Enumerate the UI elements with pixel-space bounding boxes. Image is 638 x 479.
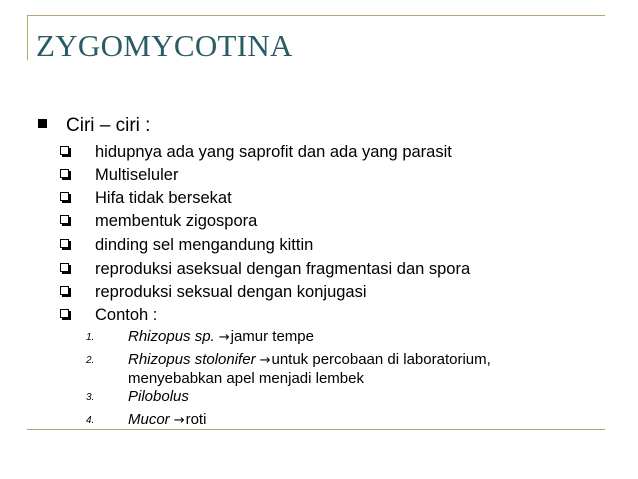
- hollow-square-bullet-icon: [60, 286, 69, 295]
- bullet-heading-text: Ciri – ciri :: [66, 115, 151, 136]
- filled-square-bullet-icon: [38, 119, 47, 128]
- slide-title: ZYGOMYCOTINA: [36, 28, 293, 63]
- right-arrow-icon: →: [173, 413, 185, 428]
- hollow-square-bullet-icon: [60, 263, 69, 272]
- feature-text: Multiseluler: [95, 166, 179, 184]
- example-description: roti: [185, 411, 207, 428]
- example-text: [128, 351, 491, 388]
- feature-text: dinding sel mengandung kittin: [95, 236, 314, 254]
- species-name: Pilobolus: [128, 388, 189, 405]
- example-number: 4.: [86, 415, 95, 426]
- example-text: [128, 411, 206, 430]
- species-name: Mucor: [128, 411, 170, 428]
- top-left-accent-line: [27, 15, 28, 60]
- example-number: 3.: [86, 392, 95, 403]
- feature-text: reproduksi seksual dengan konjugasi: [95, 283, 367, 301]
- hollow-square-bullet-icon: [60, 146, 69, 155]
- right-arrow-icon: →: [218, 330, 230, 345]
- example-text: [128, 388, 189, 406]
- hollow-square-bullet-icon: [60, 309, 69, 318]
- example-number: 2.: [86, 355, 95, 366]
- species-name: Rhizopus stolonifer: [128, 351, 256, 368]
- hollow-square-bullet-icon: [60, 192, 69, 201]
- top-divider: [27, 15, 605, 16]
- feature-text: membentuk zigospora: [95, 212, 258, 230]
- example-text: [128, 328, 314, 347]
- feature-text: Hifa tidak bersekat: [95, 189, 232, 207]
- feature-text: hidupnya ada yang saprofit dan ada yang parasit: [95, 143, 452, 161]
- feature-text: reproduksi aseksual dengan fragmentasi dan spora: [95, 260, 471, 278]
- bottom-divider: [27, 429, 605, 430]
- right-arrow-icon: →: [259, 353, 271, 368]
- hollow-square-bullet-icon: [60, 169, 69, 178]
- example-description: untuk percobaan di laboratorium,: [271, 351, 491, 368]
- feature-text: Contoh :: [95, 306, 158, 324]
- hollow-square-bullet-icon: [60, 215, 69, 224]
- example-number: 1.: [86, 332, 95, 343]
- hollow-square-bullet-icon: [60, 239, 69, 248]
- species-name: Rhizopus sp.: [128, 328, 215, 345]
- example-description-continued: menyebabkan apel menjadi lembek: [128, 370, 364, 387]
- example-description: jamur tempe: [230, 328, 314, 345]
